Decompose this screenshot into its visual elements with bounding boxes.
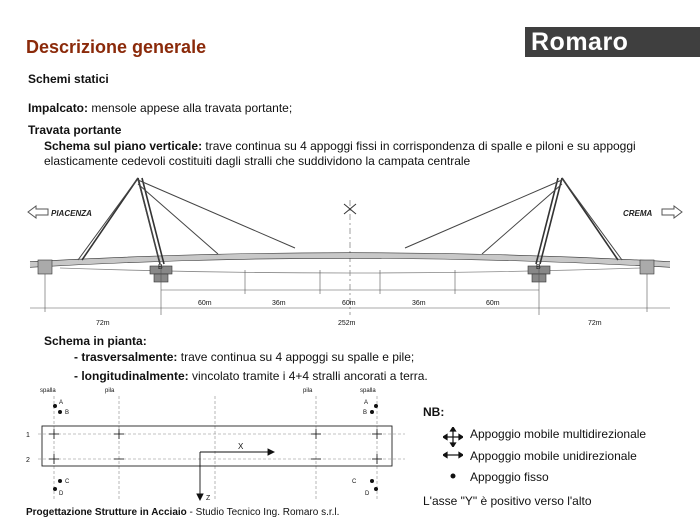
label-pila-right: pila	[303, 388, 313, 394]
xz-axes-icon	[197, 449, 274, 500]
impalcato-text: mensole appese alla travata portante;	[91, 101, 293, 115]
span-inner-2: 36m	[272, 300, 286, 307]
legend-item-fixed: Appoggio fisso	[470, 470, 549, 484]
abutment-left	[38, 260, 52, 274]
schema-vert-text-1: trave continua su 4 appoggi fissi in corrispondenza di spalle e piloni e su appoggi	[205, 139, 636, 153]
pylon-right	[536, 178, 618, 264]
impalcato-line	[28, 101, 292, 115]
point-A-left: A	[59, 400, 64, 406]
anchor-points	[53, 404, 378, 491]
footer-rest: - Studio Tecnico Ing. Romaro s.r.l.	[186, 507, 340, 518]
trasv-line	[74, 350, 414, 364]
point-D-right: D	[365, 491, 370, 497]
romaro-logo: Romaro	[525, 27, 700, 57]
label-spalla-left: spalla	[40, 388, 56, 394]
span-outer-2: 252m	[338, 320, 356, 327]
point-B-right: B	[363, 410, 368, 416]
point-C-left: C	[65, 479, 70, 485]
travata-heading: Travata portante	[28, 123, 122, 137]
axis-label-z: Z	[206, 495, 211, 502]
point-C-right: C	[352, 479, 357, 485]
footer	[26, 507, 339, 518]
span-inner-1: 60m	[198, 300, 212, 307]
trasv-text: trave continua su 4 appoggi su spalle e pile;	[180, 350, 415, 364]
arrow-right-icon	[662, 206, 682, 218]
stays-left	[78, 178, 295, 263]
span-inner-5: 60m	[486, 300, 500, 307]
span-outer-3: 72m	[588, 320, 602, 327]
schema-vert-label: Schema sul piano verticale:	[44, 139, 203, 153]
schema-vert-text-2: elasticamente cedevoli costituiti dagli stralli che suddividono la campata centrale	[44, 154, 471, 168]
span-outer-1: 72m	[96, 320, 110, 327]
span-inner-4: 36m	[412, 300, 426, 307]
city-right: CREMA	[623, 209, 653, 218]
long-text: vincolato tramite i 4+4 stralli ancorati a terra.	[192, 369, 428, 383]
abutment-right	[640, 260, 654, 274]
impalcato-label: Impalcato:	[28, 101, 89, 115]
section-schemi-statici: Schemi statici	[28, 72, 109, 86]
legend-item-multi: Appoggio mobile multidirezionale	[470, 427, 647, 441]
label-pila-left: pila	[105, 388, 115, 394]
schema-pianta-heading: Schema in pianta:	[44, 334, 147, 348]
pylon-left	[82, 178, 164, 264]
point-B-left: B	[65, 410, 70, 416]
support-label-left: B	[158, 264, 163, 271]
city-left: PIACENZA	[51, 209, 92, 218]
legend-note: L'asse "Y" è positivo verso l'alto	[423, 494, 592, 508]
label-spalla-right: spalla	[360, 388, 376, 394]
fixed-support-icon	[449, 472, 457, 480]
row-label-1: 1	[26, 432, 30, 439]
axis-label-x: X	[238, 442, 244, 451]
footer-bold: Progettazione Strutture in Acciaio	[26, 507, 187, 518]
support-label-right: B	[536, 264, 541, 271]
trasv-label: - trasversalmente:	[74, 350, 178, 364]
multidirectional-support-icon	[443, 427, 463, 447]
legend-item-uni: Appoggio mobile unidirezionale	[470, 449, 637, 463]
deck-plan-outline	[42, 426, 392, 466]
plan-axes	[38, 396, 405, 500]
bridge-elevation-diagram	[20, 170, 690, 330]
bridge-plan-diagram	[20, 382, 410, 504]
row-label-2: 2	[26, 457, 30, 464]
span-inner-3: 60m	[342, 300, 356, 307]
long-label: - longitudinalmente:	[74, 369, 189, 383]
unidirectional-support-icon	[443, 451, 463, 459]
page-title: Descrizione generale	[26, 37, 207, 57]
point-A-right: A	[364, 400, 369, 406]
point-D-left: D	[59, 491, 64, 497]
arrow-left-icon	[28, 206, 48, 218]
long-line	[74, 369, 428, 383]
legend-title: NB:	[423, 405, 445, 419]
schema-vert-line1	[44, 139, 636, 153]
